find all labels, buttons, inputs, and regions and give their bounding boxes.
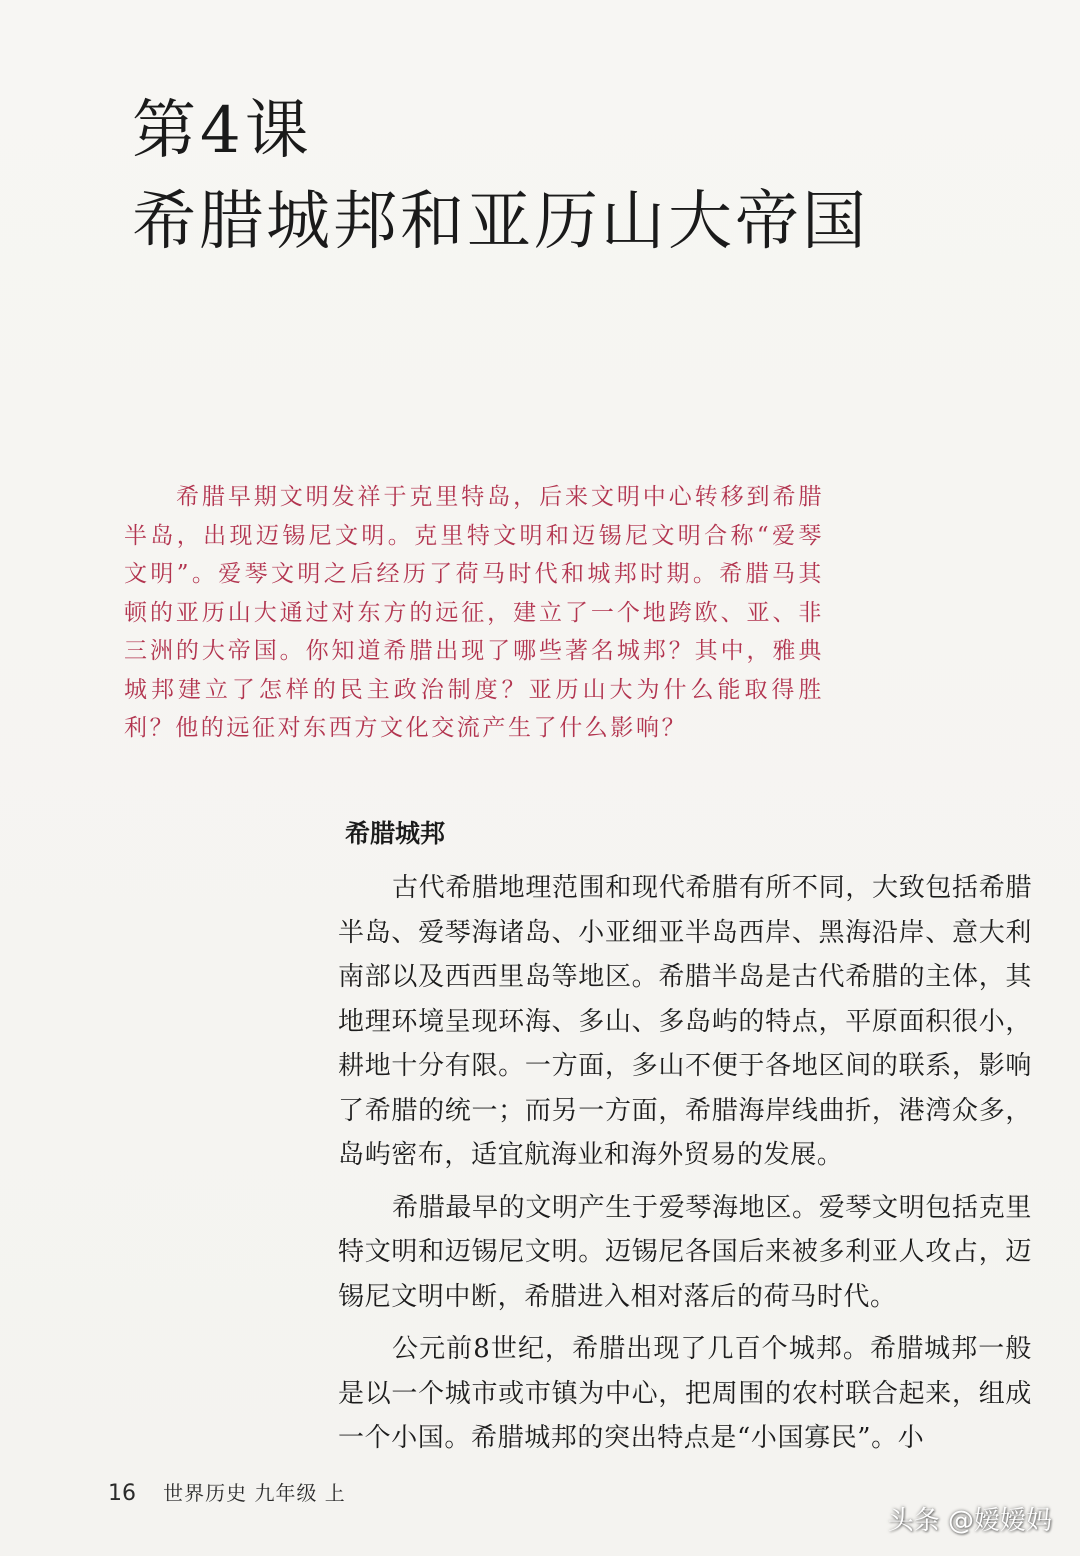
page-number: 16 (108, 1481, 136, 1506)
section-heading: 希腊城邦 (345, 819, 446, 848)
lesson-title: 希腊城邦和亚历山大帝国 (132, 185, 869, 259)
body-paragraph: 希腊最早的文明产生于爱琴海地区。爱琴文明包括克里特文明和迈锡尼文明。迈锡尼各国后来被多利亚人攻占，迈锡尼文明中断，希腊进入相对落后的荷马时代。 (338, 1192, 1032, 1312)
body-paragraph: 公元前8世纪，希腊出现了几百个城邦。希腊城邦一般是以一个城市或市镇为中心，把周围的农村联合起来，组成一个小国。希腊城邦的突出特点是“小国寡民”。小 (338, 1334, 1032, 1453)
watermark: 头条 @嫒嫒妈 (887, 1506, 1052, 1536)
lesson-number: 第4课 (132, 94, 313, 168)
book-title: 世界历史 九年级 上 (163, 1481, 346, 1505)
page-footer (108, 1477, 346, 1506)
section-body (338, 866, 1032, 1461)
lesson-intro: 希腊早期文明发祥于克里特岛，后来文明中心转移到希腊半岛，出现迈锡尼文明。克里特文明和迈锡尼文明合称“爱琴文明”。爱琴文明之后经历了荷马时代和城邦时期。希腊马其顿的亚历山大通过对东方的远征，建立了一个地跨欧、亚、非三洲的大帝国。你知道希腊出现了哪些著名城邦？其中，雅典城邦建立了怎样的民主政治制度？亚历山大为什么能取得胜利？他的远征对东西方文化交流产生了什么影响？ (124, 484, 824, 741)
body-paragraph: 古代希腊地理范围和现代希腊有所不同，大致包括希腊半岛、爱琴海诸岛、小亚细亚半岛西岸、黑海沿岸、意大利南部以及西西里岛等地区。希腊半岛是古代希腊的主体，其地理环境呈现环海、多山、多岛屿的特点，平原面积很小，耕地十分有限。一方面，多山不便于各地区间的联系，影响了希腊的统一；而另一方面，希腊海岸线曲折，港湾众多，岛屿密布，适宜航海业和海外贸易的发展。 (338, 873, 1032, 1170)
